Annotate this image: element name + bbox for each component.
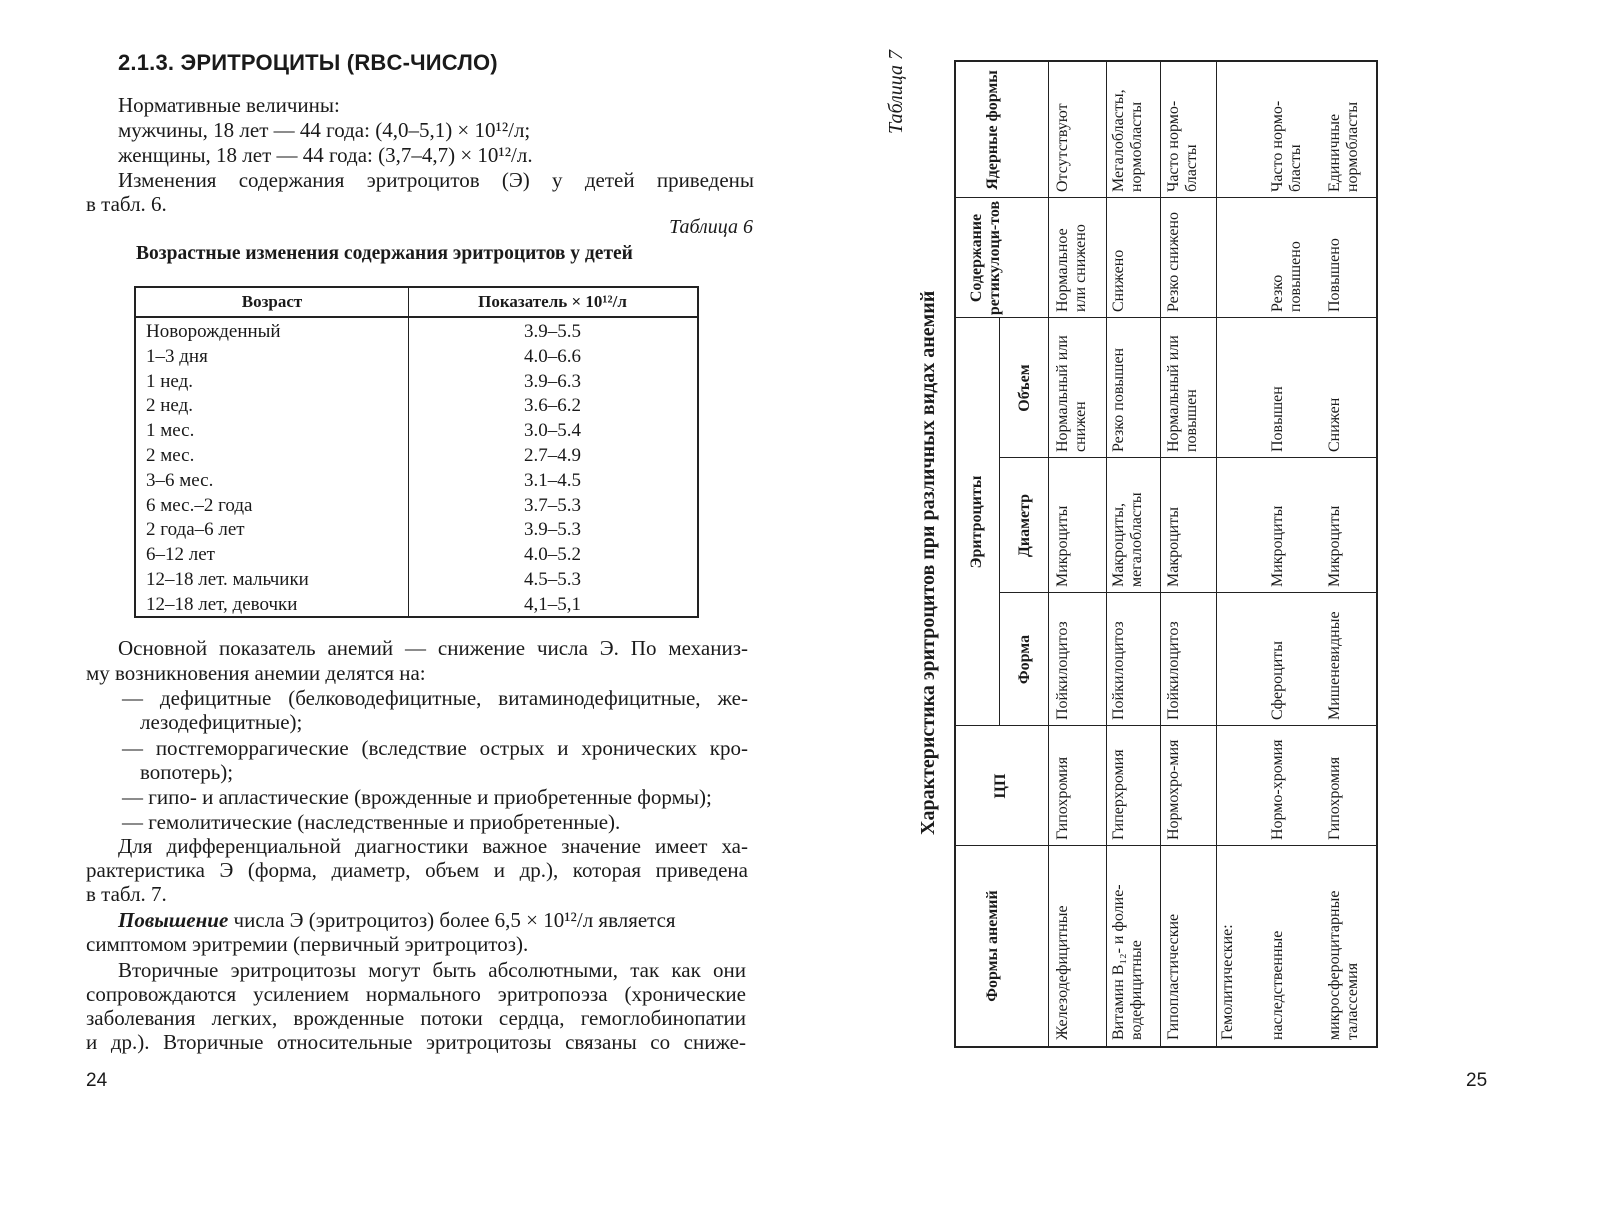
page-number-left: 24: [86, 1070, 108, 1091]
shape-cell: Сфероциты: [1269, 640, 1286, 720]
value-cell: 3.7–5.3: [524, 494, 581, 516]
forms-cell: Гипопластические: [1165, 913, 1182, 1040]
bullet-3: — гипо- и апластические (врожденные и приобретенные формы);: [122, 785, 712, 809]
table7-col-line: [956, 845, 1376, 846]
value-cell: 4.0–6.6: [524, 345, 581, 367]
age-cell: 2 года–6 лет: [146, 519, 245, 541]
table-row: [136, 395, 697, 420]
nuclear-cell: Единичные нормобласты: [1326, 101, 1361, 192]
table7-title: Характеристика эритроцитов при различных видах анемий: [917, 290, 939, 835]
reticulocytes-cell: Резко снижено: [1165, 212, 1182, 312]
table7-header-cp: ЦП: [992, 773, 1009, 799]
table7-caption: Таблица 7: [885, 50, 907, 134]
paragraph-2-line-1: Для дифференциальной диагностики важное значение имеет ха-: [118, 834, 748, 858]
table-row: [136, 420, 697, 445]
age-cell: 1 нед.: [146, 370, 194, 392]
table6-header-age: Возраст: [241, 292, 303, 311]
table6-title: Возрастные изменения содержания эритроцитов у детей: [136, 243, 633, 264]
bullet-1-line-2: лезодефицитные);: [140, 710, 303, 734]
value-cell: 3.0–5.4: [524, 420, 581, 442]
bullet-2-line-1: — постгеморрагические (вследствие острых и хронических кро-: [122, 736, 748, 760]
age-cell: 2 мес.: [146, 444, 195, 466]
value-cell: 4,1–5,1: [524, 593, 581, 615]
table7-col-line: [999, 457, 1376, 458]
table7-header-nuclear: Ядерные формы: [984, 70, 1001, 190]
volume-cell: Повышен: [1269, 386, 1286, 452]
value-cell: 4.5–5.3: [524, 568, 581, 590]
table7-header-forms: Формы анемий: [984, 890, 1001, 1002]
bullet-1-line-1: — дефицитные (белководефицитные, витаминодефицитные, же-: [122, 686, 748, 710]
norms-women: женщины, 18 лет — 44 года: (3,7–4,7) × 10¹²/л.: [118, 143, 533, 167]
shape-cell: Пойкилоцитоз: [1165, 621, 1182, 720]
table6-header-value: Показатель × 10¹²/л: [478, 292, 627, 311]
diameter-cell: Микроциты: [1054, 505, 1071, 587]
value-cell: 3.1–4.5: [524, 469, 581, 491]
nuclear-cell: Часто нормо-бласты: [1165, 100, 1200, 192]
value-cell: 3.9–6.3: [524, 370, 581, 392]
table-row: [136, 569, 697, 594]
bullet-4: — гемолитические (наследственные и приобретенные).: [122, 810, 621, 834]
age-cell: 6–12 лет: [146, 544, 215, 566]
paragraph-1-line-1: Основной показатель анемий — снижение числа Э. По механиз-: [118, 636, 748, 660]
cp-cell: Гиперхромия: [1110, 749, 1127, 840]
table7-header-shape: Форма: [1016, 634, 1033, 685]
nuclear-cell: Мегалобласты, нормобласты: [1110, 89, 1145, 192]
paragraph-4-line-3: заболевания легких, врожденные потоки сердца, гемоглобинопатии: [86, 1006, 746, 1030]
table-row: [136, 544, 697, 569]
paragraph-3-line-2: симптомом эритремии (первичный эритроцитоз).: [86, 932, 529, 956]
table-row: [136, 445, 697, 470]
age-cell: 1 мес.: [146, 420, 195, 442]
reticulocytes-cell: Резко повышено: [1269, 241, 1304, 312]
table7-row-line: [1160, 62, 1161, 1046]
age-cell: Новорожденный: [146, 321, 281, 342]
table6-header: [136, 288, 697, 318]
age-cell: 3–6 мес.: [146, 469, 214, 491]
table6-body: [136, 321, 697, 619]
shape-cell: Мишеневидные: [1326, 611, 1343, 720]
forms-cell: Гемолитические:: [1219, 924, 1236, 1040]
diameter-cell: Макроциты: [1165, 507, 1182, 587]
cp-cell: Нормо-хромия: [1269, 739, 1286, 840]
value-cell: 3.6–6.2: [524, 395, 581, 417]
forms-cell: микросфероцитарные талассемия: [1326, 890, 1361, 1040]
diameter-cell: Макроциты, мегалобласты: [1110, 492, 1145, 587]
cp-cell: Нормохро-мия: [1165, 739, 1182, 840]
shape-cell: Пойкилоцитоз: [1110, 621, 1127, 720]
cp-cell: Гипохромия: [1326, 756, 1343, 840]
value-cell: 4.0–5.2: [524, 544, 581, 566]
paragraph-3-rest: числа Э (эритроцитоз) более 6,5 × 10¹²/л является: [228, 908, 676, 932]
value-cell: 3.9–5.5: [524, 321, 581, 342]
emphasis-increase: Повышение: [118, 908, 229, 932]
age-cell: 1–3 дня: [146, 345, 208, 367]
value-cell: 2.7–4.9: [524, 444, 581, 466]
section-heading: 2.1.3. ЭРИТРОЦИТЫ (RBC-ЧИСЛО): [118, 50, 498, 75]
paragraph-1-line-2: му возникновения анемии делятся на:: [86, 661, 426, 685]
intro-line-1: Изменения содержания эритроцитов (Э) у детей приведены: [118, 168, 754, 192]
table7-row-line: [1216, 62, 1217, 1046]
table7-header-erythrocytes: Эритроциты: [968, 475, 985, 569]
table-row: [136, 321, 697, 346]
table7-header-reticulocytes: Содержание ретикулоци-тов: [968, 200, 1003, 316]
age-cell: 2 нед.: [146, 395, 194, 417]
reticulocytes-cell: Снижено: [1110, 249, 1127, 312]
table-row: [136, 346, 697, 371]
table7-block: [885, 50, 1385, 1050]
table-row: [136, 371, 697, 396]
table7-col-line: [956, 197, 1376, 198]
table7-row-line: [1106, 62, 1107, 1046]
shape-cell: Пойкилоцитоз: [1054, 621, 1071, 720]
nuclear-cell: Отсутствуют: [1054, 103, 1071, 192]
norms-title: Нормативные величины:: [118, 93, 340, 117]
diameter-cell: Микроциты: [1269, 505, 1286, 587]
table-row: [136, 594, 697, 619]
reticulocytes-cell: Повышено: [1326, 238, 1343, 312]
age-cell: 6 мес.–2 года: [146, 494, 253, 516]
value-cell: 3.9–5.3: [524, 519, 581, 541]
table7-header-diameter: Диаметр: [1016, 493, 1033, 558]
table7-header-volume: Объем: [1016, 364, 1033, 412]
table6: [134, 286, 699, 618]
forms-cell: Витамин B₁₂- и фолие-водефицитные: [1110, 884, 1145, 1040]
table7-subheader-line: [999, 318, 1000, 726]
forms-cell: Железодефицитные: [1054, 905, 1071, 1040]
volume-cell: Резко повышен: [1110, 347, 1127, 452]
norms-men: мужчины, 18 лет — 44 года: (4,0–5,1) × 10¹²/л;: [118, 118, 531, 142]
table7: [954, 60, 1378, 1048]
paragraph-4-line-1: Вторичные эритроцитозы могут быть абсолютными, так как они: [118, 958, 746, 982]
bullet-2-line-2: вопотерь);: [140, 760, 234, 784]
paragraph-2-line-3: в табл. 7.: [86, 882, 167, 906]
intro-line-2: в табл. 6.: [86, 192, 167, 216]
age-cell: 12–18 лет. мальчики: [146, 568, 309, 590]
forms-cell: наследственные: [1269, 930, 1286, 1040]
table6-caption: Таблица 6: [669, 216, 753, 238]
paragraph-2-line-2: рактеристика Э (форма, диаметр, объем и др.), которая приведена: [86, 858, 748, 882]
cp-cell: Гипохромия: [1054, 756, 1071, 840]
diameter-cell: Микроциты: [1326, 505, 1343, 587]
volume-cell: Нормальный или повышен: [1165, 335, 1200, 452]
nuclear-cell: Часто нормо-бласты: [1269, 100, 1304, 192]
table7-col-line: [999, 592, 1376, 593]
volume-cell: Нормальный или снижен: [1054, 335, 1089, 452]
table-row: [136, 470, 697, 495]
paragraph-3-line-1: [118, 908, 676, 933]
reticulocytes-cell: Нормальное или снижено: [1054, 224, 1089, 312]
table7-header-line: [1048, 62, 1049, 1046]
table-row: [136, 495, 697, 520]
page-number-right: 25: [1466, 1070, 1488, 1091]
paragraph-4-line-2: сопровождаются усилением нормального эритропоэза (хронические: [86, 982, 746, 1006]
table-row: [136, 519, 697, 544]
paragraph-4-line-4: и др.). Вторичные относительные эритроцитозы связаны со сниже-: [86, 1030, 746, 1054]
volume-cell: Снижен: [1326, 397, 1343, 452]
age-cell: 12–18 лет, девочки: [146, 593, 298, 615]
